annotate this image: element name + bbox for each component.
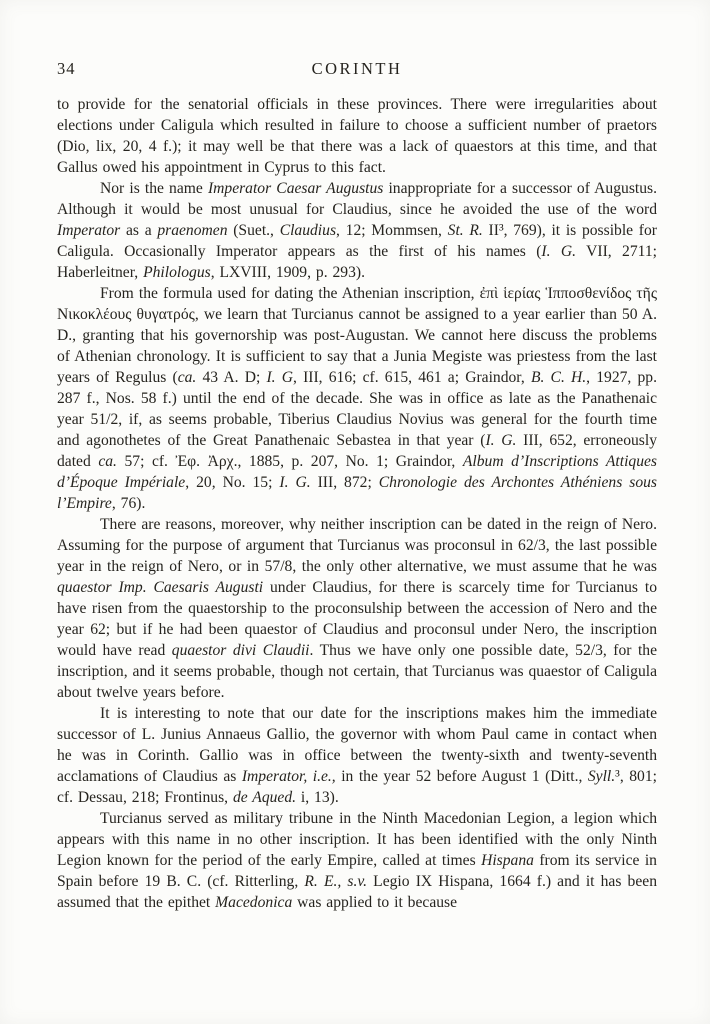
text-run: to provide for the senatorial officials in these provinces. There were irregularities about elections under Caligula which resulted in failure to choose a sufficient number of praetors (Dio, lix, 20, 4 f.); it may well be that there was a lack of quaestors at this time, and that Gallus owed his appointment in Cyprus to this fact.: [57, 96, 657, 176]
text-run: inappropriate for a successor of Augustus. Although it would be most unusual for Claudius, since he avoided the use of the word: [57, 180, 657, 218]
italic-text-run: I. G: [266, 369, 294, 386]
text-run: 43 A. D;: [196, 369, 267, 386]
text-run: III, 652, erroneously dated: [57, 432, 658, 470]
text-run: 57; cf. Ἐφ. Ἀρχ., 1885, p. 207, No. 1; Graindor,: [116, 453, 463, 470]
italic-text-run: B. C. H.: [530, 369, 587, 386]
italic-text-run: Album d’Inscriptions Attiques d’Époque Impériale: [57, 453, 658, 491]
italic-text-run: Imperator, i.e.,: [241, 768, 336, 785]
italic-text-run: de Aqued.: [232, 789, 297, 806]
italic-text-run: R. E., s.v.: [304, 873, 368, 890]
text-run: Nor is the name: [100, 180, 208, 197]
paragraph: [57, 514, 657, 703]
italic-text-run: Hispana: [481, 852, 534, 869]
text-run: . Thus we have only one possible date, 52/3, for the inscription, and it seems probable, though not certain, that Turcianus was quaestor of Caligula about twelve years before.: [57, 642, 658, 701]
text-run: i, 13).: [296, 789, 339, 806]
text-run: Legio IX Hispana, 1664 f.) and it has been assumed that the epithet: [57, 873, 657, 911]
text-run: Turcianus served as military tribune in the Ninth Macedonian Legion, a legion which appears with this name in no other inscription. It has been identified with the only Ninth Legion known for the period of the early Empire, called at times: [57, 810, 657, 869]
paragraph: [57, 178, 657, 283]
running-title: CORINTH: [311, 59, 403, 78]
italic-text-run: St. R.: [447, 222, 483, 239]
text-run: ³, 801; cf. Dessau, 218; Frontinus,: [57, 768, 657, 806]
italic-text-run: Macedonica: [215, 894, 293, 911]
italic-text-run: Chronologie des Archontes Athéniens sous l’Empire: [57, 474, 658, 512]
page-number: 34: [57, 59, 76, 78]
text-run: It is interesting to note that our date for the inscriptions makes him the immediate successor of L. Junius Annaeus Gallio, the governor with whom Paul came in contact when he was in Corinth. Gallio was in office between the twenty-sixth and twenty-seventh acclamations of Claudius as: [57, 705, 657, 785]
paragraph: [57, 808, 657, 913]
italic-text-run: Philologus: [143, 264, 211, 281]
text-run: , 12; Mommsen,: [336, 222, 448, 239]
text-run: from its service in Spain before 19 B. C. (cf. Ritterling,: [57, 852, 657, 890]
text-run: , LXVIII, 1909, p. 293).: [210, 264, 365, 281]
italic-text-run: ca.: [98, 453, 117, 470]
italic-text-run: Syll.: [587, 768, 616, 785]
italic-text-run: Claudius: [279, 222, 337, 239]
text-run: (Suet.,: [227, 222, 280, 239]
text-run: under Claudius, for there is scarcely time for Turcianus to have risen from the quaestorship to the proconsulship between the accession of Nero and the year 62; but if he had been quaestor of Claudius and proconsul under Nero, the inscription would have read: [57, 579, 657, 659]
page-header: [57, 59, 657, 79]
italic-text-run: quaestor Imp. Caesaris Augusti: [57, 579, 264, 596]
text-run: II³, 769), it is possible for Caligula. Occasionally Imperator appears as the first of his names (: [57, 222, 657, 260]
italic-text-run: praenomen: [157, 222, 228, 239]
text-run: III, 872;: [310, 474, 379, 491]
text-run: From the formula used for dating the Athenian inscription, ἐπὶ ἱερίας Ἱπποσθενίδος τῆς Νικοκλέους θυγατρός, we learn that Turcianus cannot be assigned to a year earlier than 50 A. D., granting that his governorship was post-Augustan. We cannot here discuss the problems of Athenian chronology. It is sufficient to say that a Junia Megiste was priestess from the last years of Regulus (: [57, 285, 657, 386]
text-run: , 20, No. 15;: [185, 474, 280, 491]
italic-text-run: I. G.: [279, 474, 311, 491]
italic-text-run: I. G.: [541, 243, 577, 260]
text-run: , 76).: [111, 495, 146, 512]
italic-text-run: Imperator Caesar Augustus: [207, 180, 384, 197]
text-run: was applied to it because: [292, 894, 458, 911]
paragraph: [57, 703, 657, 808]
text-run: , 1927, pp. 287 f., Nos. 58 f.) until the end of the decade. She was in office as late as the Panathenaic year 51/2, if, as seems probable, Tiberius Claudius Novius was general for the fourth time and agonothetes of the Great Panathenaic Sebastea in that year (: [57, 369, 657, 449]
paragraph: [57, 94, 657, 178]
italic-text-run: Imperator: [57, 222, 121, 239]
text-run: VII, 2711; Haberleitner,: [57, 243, 657, 281]
text-run: as a: [120, 222, 158, 239]
page-body: [57, 94, 657, 913]
paragraph: [57, 283, 657, 514]
italic-text-run: ca.: [177, 369, 197, 386]
text-run: There are reasons, moreover, why neither inscription can be dated in the reign of Nero. Assuming for the purpose of argument that Turcianus was proconsul in 62/3, the last possible year in the reign of Nero, or in 57/8, the only other alternative, we must assume that he was: [57, 516, 657, 575]
text-run: , III, 616; cf. 615, 461 a; Graindor,: [293, 369, 531, 386]
italic-text-run: I. G.: [485, 432, 517, 449]
italic-text-run: quaestor divi Claudii: [171, 642, 310, 659]
text-run: in the year 52 before August 1 (Ditt.,: [335, 768, 588, 785]
